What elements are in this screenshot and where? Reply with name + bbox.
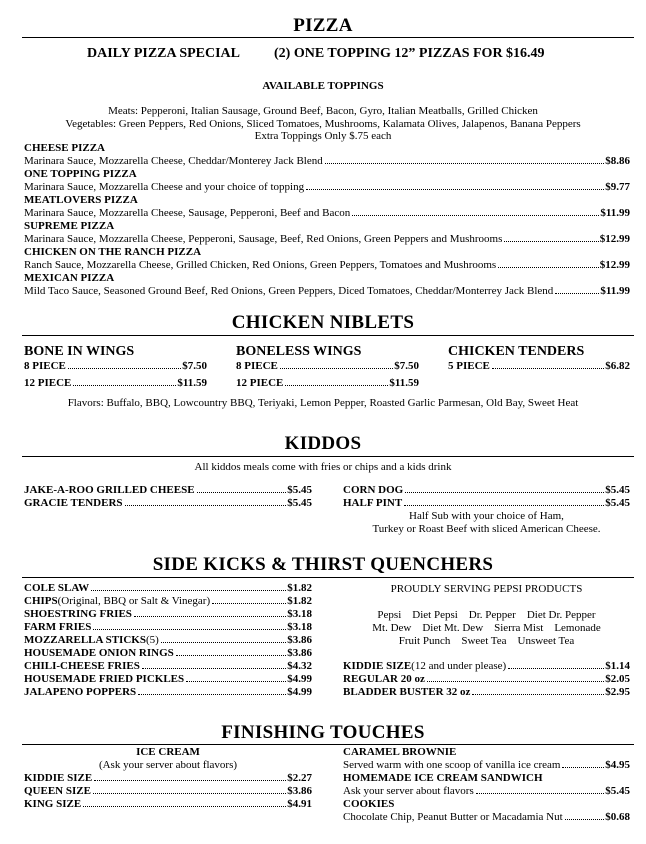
pizza-item-desc: Marinara Sauce, Mozzarella Cheese and your choice of topping bbox=[24, 181, 305, 193]
leader-dots bbox=[285, 385, 388, 386]
boneless-label: 12 PIECE bbox=[236, 377, 284, 389]
boneless-price: $11.59 bbox=[389, 377, 419, 389]
pizza-item-name: MEXICAN PIZZA bbox=[24, 272, 115, 284]
drink-size bbox=[343, 673, 630, 686]
pizza-item-row bbox=[24, 155, 630, 168]
ice-cream-price: $4.91 bbox=[287, 798, 312, 810]
side-item-price: $1.82 bbox=[287, 582, 312, 594]
pizza-item-price: $11.99 bbox=[600, 207, 630, 219]
kiddos-item-name: GRACIE TENDERS bbox=[24, 497, 123, 509]
pizza-item-row bbox=[24, 181, 630, 194]
dessert-price: $0.68 bbox=[605, 811, 630, 823]
leader-dots bbox=[504, 241, 598, 242]
pizza-item-desc: Marinara Sauce, Mozzarella Cheese, Pepperoni, Sausage, Beef, Red Onions, Green Peppers and Mushrooms bbox=[24, 233, 503, 245]
side-item bbox=[24, 660, 312, 673]
side-item bbox=[24, 673, 312, 686]
leader-dots bbox=[498, 267, 599, 268]
kiddos-item-name: JAKE-A-ROO GRILLED CHEESE bbox=[24, 484, 195, 496]
dessert-name: COOKIES bbox=[343, 798, 395, 810]
side-item bbox=[24, 686, 312, 699]
drinks-row: Mt. Dew Diet Mt. Dew Sierra Mist Lemonade bbox=[372, 622, 601, 634]
kiddos-item-price: $5.45 bbox=[287, 484, 312, 496]
bone-in-label: 12 PIECE bbox=[24, 377, 72, 389]
leader-dots bbox=[91, 590, 286, 591]
sides-section-title: SIDE KICKS & THIRST QUENCHERS bbox=[152, 554, 494, 575]
bone-in-row bbox=[24, 360, 207, 373]
side-item-name: HOUSEMADE FRIED PICKLES bbox=[24, 673, 185, 685]
niblets-section-title: CHICKEN NIBLETS bbox=[231, 312, 415, 333]
leader-dots bbox=[93, 793, 286, 794]
ice-cream-size: KIDDIE SIZE bbox=[24, 772, 93, 784]
leader-dots bbox=[186, 681, 286, 682]
leader-dots bbox=[325, 163, 605, 164]
side-item bbox=[24, 595, 312, 608]
pizza-item-desc: Marinara Sauce, Mozzarella Cheese, Cheddar/Monterey Jack Blend bbox=[24, 155, 323, 167]
daily-special-label: DAILY PIZZA SPECIAL bbox=[87, 46, 241, 61]
leader-dots bbox=[404, 505, 604, 506]
leader-dots bbox=[306, 189, 604, 190]
half-pint-desc: Turkey or Roast Beef with sliced American Cheese. bbox=[372, 523, 601, 535]
leader-dots bbox=[73, 385, 176, 386]
tenders-title: CHICKEN TENDERS bbox=[448, 344, 585, 359]
side-item-price: $4.32 bbox=[287, 660, 312, 672]
bone-in-row bbox=[24, 377, 207, 390]
pizza-item-desc: Ranch Sauce, Mozzarella Cheese, Grilled Chicken, Red Onions, Green Peppers, Tomatoes and Mushrooms bbox=[24, 259, 497, 271]
side-item-price: $1.82 bbox=[287, 595, 312, 607]
dessert-name: CARAMEL BROWNIE bbox=[343, 746, 457, 758]
leader-dots bbox=[427, 681, 604, 682]
pizza-item-row bbox=[24, 259, 630, 272]
dessert-desc: Ask your server about flavors bbox=[343, 785, 474, 797]
side-item bbox=[24, 647, 312, 660]
side-item-price: $3.86 bbox=[287, 634, 312, 646]
pizza-item-price: $11.99 bbox=[600, 285, 630, 297]
kiddos-item-price: $5.45 bbox=[605, 484, 630, 496]
drink-size-note: (12 and under please) bbox=[411, 660, 507, 672]
kiddos-note: All kiddos meals come with fries or chips and a kids drink bbox=[194, 461, 452, 473]
drink-size-price: $2.95 bbox=[605, 686, 630, 698]
side-item-name: CHILI-CHEESE FRIES bbox=[24, 660, 140, 672]
dessert-row bbox=[343, 811, 630, 824]
leader-dots bbox=[138, 694, 286, 695]
daily-special-text: (2) ONE TOPPING 12” PIZZAS FOR $16.49 bbox=[274, 46, 545, 61]
ice-cream-size: KING SIZE bbox=[24, 798, 82, 810]
dessert-row bbox=[343, 759, 630, 772]
side-item-name: JALAPENO POPPERS bbox=[24, 686, 137, 698]
ice-cream-item bbox=[24, 798, 312, 811]
leader-dots bbox=[492, 368, 604, 369]
drink-size bbox=[343, 686, 630, 699]
dessert-price: $5.45 bbox=[605, 785, 630, 797]
boneless-row bbox=[236, 360, 419, 373]
kiddos-item-price: $5.45 bbox=[287, 497, 312, 509]
pizza-item-price: $8.86 bbox=[605, 155, 630, 167]
pizza-item-price: $12.99 bbox=[599, 233, 630, 245]
bone-in-price: $7.50 bbox=[182, 360, 207, 372]
sides-divider bbox=[22, 577, 634, 578]
pizza-item-price: $9.77 bbox=[605, 181, 630, 193]
tenders-price: $6.82 bbox=[605, 360, 630, 372]
ice-cream-note: (Ask your server about flavors) bbox=[98, 759, 238, 771]
pizza-item-name: MEATLOVERS PIZZA bbox=[24, 194, 138, 206]
side-item-price: $4.99 bbox=[287, 686, 312, 698]
leader-dots bbox=[508, 668, 604, 669]
toppings-meats: Meats: Pepperoni, Italian Sausage, Ground Beef, Bacon, Gyro, Italian Meatballs, Grilled Chicken bbox=[108, 105, 538, 117]
drink-size-price: $2.05 bbox=[605, 673, 630, 685]
drinks-row: Fruit Punch Sweet Tea Unsweet Tea bbox=[398, 635, 575, 647]
pizza-item-name: SUPREME PIZZA bbox=[24, 220, 115, 232]
side-item-price: $3.86 bbox=[287, 647, 312, 659]
side-item-price: $4.99 bbox=[287, 673, 312, 685]
drink-size-name: BLADDER BUSTER 32 oz bbox=[343, 686, 471, 698]
niblets-divider bbox=[22, 335, 634, 336]
dessert-price: $4.95 bbox=[605, 759, 630, 771]
ice-cream-title: ICE CREAM bbox=[136, 746, 200, 758]
pepsi-title: PROUDLY SERVING PEPSI PRODUCTS bbox=[390, 583, 583, 595]
side-item-name: MOZZARELLA STICKS bbox=[24, 634, 146, 646]
leader-dots bbox=[472, 694, 604, 695]
kiddos-divider bbox=[22, 456, 634, 457]
leader-dots bbox=[280, 368, 393, 369]
kiddos-item bbox=[24, 484, 312, 497]
pizza-item-desc: Marinara Sauce, Mozzarella Cheese, Sausage, Pepperoni, Beef and Bacon bbox=[24, 207, 351, 219]
kiddos-item-name: CORN DOG bbox=[343, 484, 404, 496]
leader-dots bbox=[352, 215, 599, 216]
side-item-note: (Original, BBQ or Salt & Vinegar) bbox=[57, 595, 211, 607]
leader-dots bbox=[405, 492, 604, 493]
boneless-price: $7.50 bbox=[394, 360, 419, 372]
pizza-section-title: PIZZA bbox=[293, 15, 353, 36]
dessert-row bbox=[343, 785, 630, 798]
leader-dots bbox=[212, 603, 286, 604]
pizza-item-name: CHICKEN ON THE RANCH PIZZA bbox=[24, 246, 202, 258]
tenders-label: 5 PIECE bbox=[448, 360, 490, 372]
side-item bbox=[24, 621, 312, 634]
leader-dots bbox=[555, 293, 599, 294]
side-item bbox=[24, 608, 312, 621]
kiddos-item bbox=[343, 497, 630, 510]
ice-cream-price: $2.27 bbox=[287, 772, 312, 784]
bone-in-price: $11.59 bbox=[177, 377, 207, 389]
side-item-name: HOUSEMADE ONION RINGS bbox=[24, 647, 174, 659]
kiddos-item bbox=[343, 484, 630, 497]
pizza-item-row bbox=[24, 285, 630, 298]
dessert-name: HOMEMADE ICE CREAM SANDWICH bbox=[343, 772, 543, 784]
side-item-name: COLE SLAW bbox=[24, 582, 90, 594]
side-item-price: $3.18 bbox=[287, 608, 312, 620]
toppings-vegetables: Vegetables: Green Peppers, Red Onions, Sliced Tomatoes, Mushrooms, Kalamata Olives, Jalapenos, Banana Peppers bbox=[65, 118, 581, 130]
leader-dots bbox=[565, 819, 605, 820]
leader-dots bbox=[176, 655, 287, 656]
ice-cream-price: $3.86 bbox=[287, 785, 312, 797]
pizza-item-price: $12.99 bbox=[599, 259, 630, 271]
tenders-row bbox=[448, 360, 630, 373]
dessert-desc: Served warm with one scoop of vanilla ice cream bbox=[343, 759, 561, 771]
wing-flavors: Flavors: Buffalo, BBQ, Lowcountry BBQ, Teriyaki, Lemon Pepper, Roasted Garlic Parmesan, Old Bay, Sweet Heat bbox=[67, 397, 579, 409]
leader-dots bbox=[125, 505, 287, 506]
ice-cream-size: QUEEN SIZE bbox=[24, 785, 91, 797]
pizza-item-row bbox=[24, 207, 630, 220]
leader-dots bbox=[197, 492, 287, 493]
drink-size-name: REGULAR 20 oz bbox=[343, 673, 425, 685]
ice-cream-item bbox=[24, 785, 312, 798]
pizza-item-row bbox=[24, 233, 630, 246]
leader-dots bbox=[83, 806, 286, 807]
kiddos-section-title: KIDDOS bbox=[284, 433, 362, 454]
pizza-item-desc: Mild Taco Sauce, Seasoned Ground Beef, Red Onions, Green Peppers, Diced Tomatoes, Cheddar/Monterrey Jack Blend bbox=[24, 285, 554, 297]
kiddos-item-name: HALF PINT bbox=[343, 497, 403, 509]
leader-dots bbox=[93, 629, 286, 630]
side-item-name: CHIPS bbox=[24, 595, 58, 607]
leader-dots bbox=[68, 368, 181, 369]
finishing-section-title: FINISHING TOUCHES bbox=[221, 722, 425, 743]
boneless-label: 8 PIECE bbox=[236, 360, 278, 372]
side-item-note: (5) bbox=[145, 634, 159, 646]
kiddos-item-price: $5.45 bbox=[605, 497, 630, 509]
toppings-title: AVAILABLE TOPPINGS bbox=[262, 80, 384, 92]
boneless-row bbox=[236, 377, 419, 390]
toppings-extra: Extra Toppings Only $.75 each bbox=[254, 130, 392, 142]
drink-size-name: KIDDIE SIZE bbox=[343, 660, 412, 672]
side-item-name: FARM FRIES bbox=[24, 621, 92, 633]
bone-in-title: BONE IN WINGS bbox=[24, 344, 135, 359]
half-pint-desc: Half Sub with your choice of Ham, bbox=[409, 510, 564, 522]
leader-dots bbox=[562, 767, 604, 768]
drink-size-price: $1.14 bbox=[605, 660, 630, 672]
pizza-item-name: ONE TOPPING PIZZA bbox=[24, 168, 137, 180]
leader-dots bbox=[161, 642, 286, 643]
side-item-price: $3.18 bbox=[287, 621, 312, 633]
leader-dots bbox=[142, 668, 286, 669]
kiddos-item bbox=[24, 497, 312, 510]
leader-dots bbox=[134, 616, 286, 617]
drinks-row: Pepsi Diet Pepsi Dr. Pepper Diet Dr. Pepper bbox=[377, 609, 596, 621]
ice-cream-item bbox=[24, 772, 312, 785]
drink-size bbox=[343, 660, 630, 673]
bone-in-label: 8 PIECE bbox=[24, 360, 66, 372]
leader-dots bbox=[476, 793, 605, 794]
side-item bbox=[24, 634, 312, 647]
side-item bbox=[24, 582, 312, 595]
dessert-desc: Chocolate Chip, Peanut Butter or Macadamia Nut bbox=[343, 811, 563, 823]
finishing-divider bbox=[22, 744, 634, 745]
pizza-item-name: CHEESE PIZZA bbox=[24, 142, 105, 154]
side-item-name: SHOESTRING FRIES bbox=[24, 608, 132, 620]
pizza-divider bbox=[22, 37, 634, 38]
boneless-title: BONELESS WINGS bbox=[236, 344, 362, 359]
leader-dots bbox=[94, 780, 286, 781]
